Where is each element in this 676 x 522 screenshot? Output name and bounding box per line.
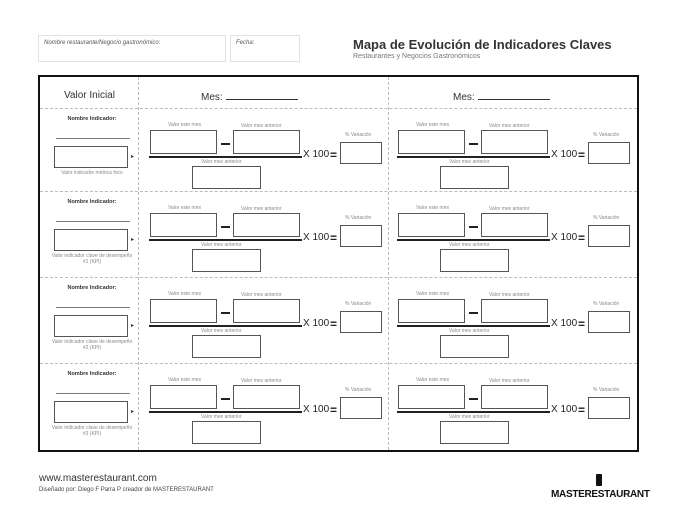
fraction-bar — [149, 239, 302, 241]
row-divider — [40, 277, 637, 278]
indicator-row — [40, 193, 637, 275]
previous-month-caption: Valor mes anterior — [241, 123, 282, 129]
indicator-name-blank[interactable] — [56, 221, 130, 222]
variation-input[interactable] — [588, 311, 630, 333]
row-divider — [40, 363, 637, 364]
denominator-input[interactable] — [440, 335, 509, 358]
this-month-input[interactable] — [150, 299, 217, 323]
arrow-right-icon: ▸ — [131, 237, 135, 243]
denominator-caption: Valor mes anterior — [201, 242, 242, 248]
minus-sign — [221, 143, 230, 145]
initial-value-caption: Valor indicador métrica foco — [61, 170, 123, 176]
this-month-input[interactable] — [398, 213, 465, 237]
this-month-input[interactable] — [150, 385, 217, 409]
fraction-bar — [149, 325, 302, 327]
fraction-bar — [397, 239, 550, 241]
initial-value-caption: Valor indicador clave de desempeño #3 (KPI) — [51, 425, 133, 438]
month-2-label: Mes: — [453, 92, 475, 103]
times-100-label: X 100 — [551, 232, 578, 243]
indicator-name-label: Nombre Indicador: — [67, 371, 117, 377]
denominator-caption: Valor mes anterior — [201, 414, 242, 420]
denominator-input[interactable] — [192, 249, 261, 272]
denominator-input[interactable] — [440, 249, 509, 272]
this-month-input[interactable] — [150, 130, 217, 154]
initial-value-input[interactable] — [54, 401, 128, 423]
restaurant-name-label: Nombre restaurante/Negocio gastronómico: — [44, 40, 161, 46]
equals-sign: = — [578, 231, 586, 245]
arrow-right-icon: ▸ — [131, 409, 135, 415]
variation-caption: % Variación — [593, 301, 620, 307]
month-2-blank[interactable] — [478, 91, 550, 100]
chef-hat-icon — [596, 474, 602, 486]
variation-input[interactable] — [340, 311, 382, 333]
previous-month-caption: Valor mes anterior — [489, 123, 530, 129]
denominator-input[interactable] — [192, 335, 261, 358]
minus-sign — [221, 312, 230, 314]
this-month-caption: Valor este mes — [168, 291, 201, 297]
denominator-caption: Valor mes anterior — [449, 242, 490, 248]
previous-month-caption: Valor mes anterior — [241, 292, 282, 298]
variation-caption: % Variación — [593, 387, 620, 393]
initial-value-input[interactable] — [54, 315, 128, 337]
indicator-name-blank[interactable] — [56, 393, 130, 394]
arrow-right-icon: ▸ — [131, 154, 135, 160]
this-month-caption: Valor este mes — [416, 291, 449, 297]
times-100-label: X 100 — [303, 232, 330, 243]
month-2-header — [453, 91, 550, 103]
masterestaurant-logo — [551, 474, 650, 500]
denominator-caption: Valor mes anterior — [449, 328, 490, 334]
footer-url[interactable]: www.masterestaurant.com — [39, 473, 157, 484]
equals-sign: = — [330, 231, 338, 245]
initial-value-input[interactable] — [54, 146, 128, 168]
times-100-label: X 100 — [551, 404, 578, 415]
variation-input[interactable] — [588, 397, 630, 419]
date-label: Fecha: — [236, 40, 255, 46]
indicator-row — [40, 110, 637, 192]
document-subtitle: Restaurantes y Negocios Gastronómicos — [353, 53, 481, 60]
month-1-header — [201, 91, 298, 103]
previous-month-input[interactable] — [233, 385, 300, 409]
times-100-label: X 100 — [303, 318, 330, 329]
variation-caption: % Variación — [345, 301, 372, 307]
previous-month-caption: Valor mes anterior — [241, 378, 282, 384]
denominator-input[interactable] — [192, 421, 261, 444]
minus-sign — [469, 226, 478, 228]
this-month-caption: Valor este mes — [168, 122, 201, 128]
previous-month-input[interactable] — [481, 213, 548, 237]
month-1-label: Mes: — [201, 92, 223, 103]
fraction-bar — [397, 411, 550, 413]
minus-sign — [469, 398, 478, 400]
this-month-caption: Valor este mes — [168, 205, 201, 211]
this-month-input[interactable] — [398, 385, 465, 409]
this-month-caption: Valor este mes — [416, 377, 449, 383]
variation-caption: % Variación — [345, 387, 372, 393]
equals-sign: = — [330, 148, 338, 162]
this-month-caption: Valor este mes — [168, 377, 201, 383]
footer-credit: Diseñado por: Diego F Parra P creador de MASTERESTAURANT — [39, 487, 214, 493]
initial-value-input[interactable] — [54, 229, 128, 251]
denominator-caption: Valor mes anterior — [449, 414, 490, 420]
fraction-bar — [149, 156, 302, 158]
previous-month-caption: Valor mes anterior — [489, 378, 530, 384]
indicator-row — [40, 365, 637, 447]
month-1-blank[interactable] — [226, 91, 298, 100]
previous-month-caption: Valor mes anterior — [489, 206, 530, 212]
previous-month-input[interactable] — [233, 299, 300, 323]
this-month-caption: Valor este mes — [416, 122, 449, 128]
equals-sign: = — [578, 317, 586, 331]
variation-input[interactable] — [340, 225, 382, 247]
logo-wordmark: MASTERESTAURANT — [551, 489, 650, 500]
times-100-label: X 100 — [551, 149, 578, 160]
indicator-row — [40, 279, 637, 361]
denominator-caption: Valor mes anterior — [201, 159, 242, 165]
indicator-name-label: Nombre Indicador: — [67, 116, 117, 122]
this-month-caption: Valor este mes — [416, 205, 449, 211]
initial-value-caption: Valor indicador clave de desempeño #2 (KPI) — [51, 339, 133, 352]
denominator-input[interactable] — [440, 421, 509, 444]
row-divider — [40, 108, 637, 109]
equals-sign: = — [330, 317, 338, 331]
this-month-input[interactable] — [398, 130, 465, 154]
previous-month-input[interactable] — [233, 213, 300, 237]
this-month-input[interactable] — [150, 213, 217, 237]
times-100-label: X 100 — [551, 318, 578, 329]
minus-sign — [469, 143, 478, 145]
indicator-name-label: Nombre Indicador: — [67, 285, 117, 291]
equals-sign: = — [578, 403, 586, 417]
variation-caption: % Variación — [593, 132, 620, 138]
denominator-caption: Valor mes anterior — [449, 159, 490, 165]
date-field[interactable] — [230, 35, 300, 62]
denominator-input[interactable] — [440, 166, 509, 189]
previous-month-input[interactable] — [481, 385, 548, 409]
variation-caption: % Variación — [345, 215, 372, 221]
previous-month-input[interactable] — [481, 299, 548, 323]
denominator-caption: Valor mes anterior — [201, 328, 242, 334]
variation-caption: % Variación — [345, 132, 372, 138]
variation-input[interactable] — [588, 225, 630, 247]
times-100-label: X 100 — [303, 404, 330, 415]
indicator-name-label: Nombre Indicador: — [67, 199, 117, 205]
variation-input[interactable] — [340, 397, 382, 419]
minus-sign — [221, 226, 230, 228]
fraction-bar — [397, 325, 550, 327]
minus-sign — [221, 398, 230, 400]
previous-month-input[interactable] — [481, 130, 548, 154]
variation-input[interactable] — [588, 142, 630, 164]
minus-sign — [469, 312, 478, 314]
initial-value-caption: Valor indicador clave de desempeño #1 (KPI) — [51, 253, 133, 266]
fraction-bar — [149, 411, 302, 413]
fraction-bar — [397, 156, 550, 158]
arrow-right-icon: ▸ — [131, 323, 135, 329]
previous-month-input[interactable] — [233, 130, 300, 154]
indicator-name-blank[interactable] — [56, 138, 130, 139]
denominator-input[interactable] — [192, 166, 261, 189]
variation-input[interactable] — [340, 142, 382, 164]
this-month-input[interactable] — [398, 299, 465, 323]
times-100-label: X 100 — [303, 149, 330, 160]
initial-value-header: Valor Inicial — [64, 90, 115, 101]
document-title: Mapa de Evolución de Indicadores Claves — [353, 37, 612, 52]
equals-sign: = — [578, 148, 586, 162]
previous-month-caption: Valor mes anterior — [489, 292, 530, 298]
restaurant-name-field[interactable] — [38, 35, 226, 62]
indicator-name-blank[interactable] — [56, 307, 130, 308]
variation-caption: % Variación — [593, 215, 620, 221]
equals-sign: = — [330, 403, 338, 417]
previous-month-caption: Valor mes anterior — [241, 206, 282, 212]
indicator-table — [38, 75, 639, 452]
